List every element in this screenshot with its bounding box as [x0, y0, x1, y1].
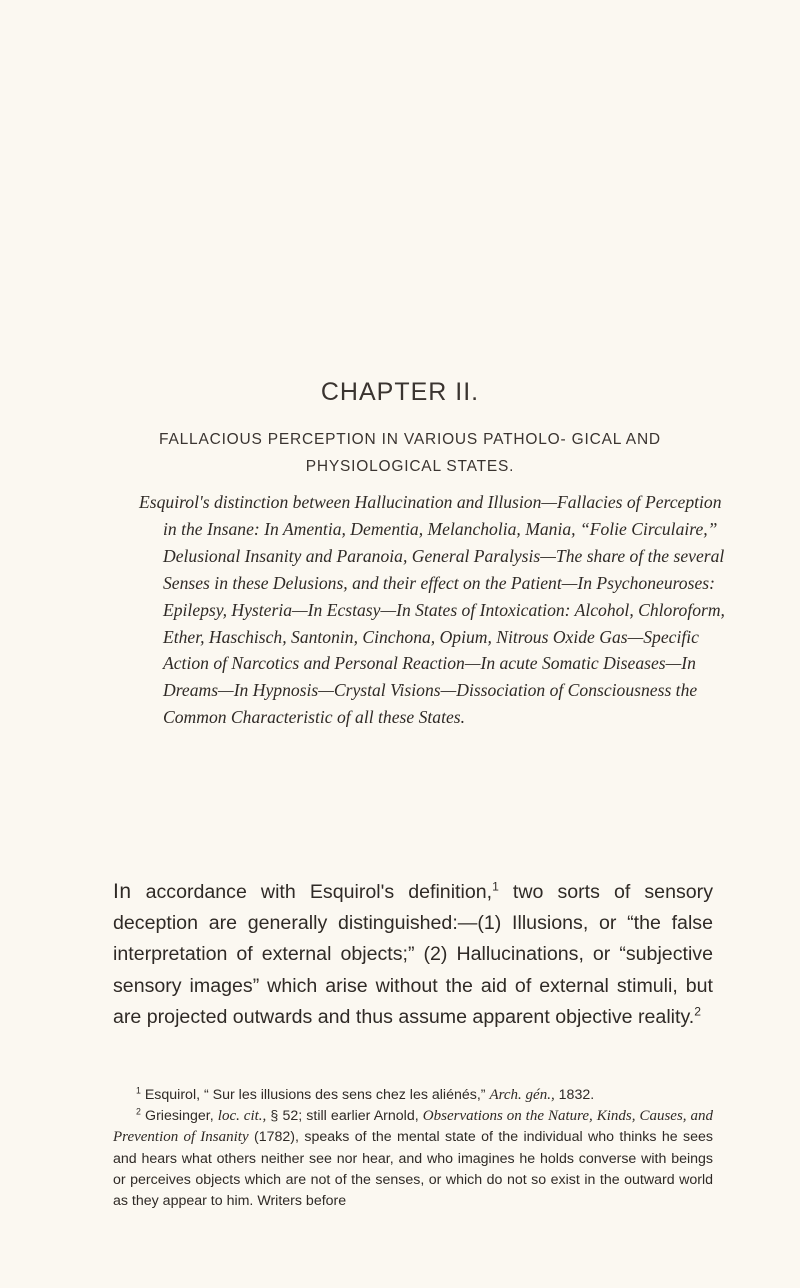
footnote-1-marker: 1 [136, 1085, 141, 1096]
body-paragraph [113, 876, 713, 1033]
footnote-2-author: Griesinger, [140, 1108, 218, 1125]
footnote-2-loc: loc. cit., [217, 1108, 267, 1125]
footnote-2 [113, 1106, 713, 1212]
footnote-1-source: Arch. gén., [489, 1087, 555, 1103]
paragraph-text-2: two sorts of sensory deception are generally distinguished:—(1) Illusions, or “the false interpretation of external objects;” (2) Hallucinations, or “subjective sensory images” which arise without the aid of external stimuli, but are projected outwards and thus assume apparent objective reality. [113, 881, 713, 1028]
footnote-1-text: Esquirol, “ Sur les illusions des sens chez les aliénés,” [140, 1087, 490, 1103]
footnote-1-year: 1832. [554, 1087, 595, 1103]
footnotes [113, 1085, 713, 1212]
footnote-ref-2: 2 [694, 1004, 702, 1019]
chapter-heading: CHAPTER II. [320, 378, 480, 406]
footnote-1 [113, 1085, 713, 1106]
footnote-2-text-1: § 52; still earlier Arnold, [266, 1108, 423, 1125]
chapter-title: FALLACIOUS PERCEPTION IN VARIOUS PATHOLO- GICAL AND PHYSIOLOGICAL STATES. [159, 431, 661, 475]
paragraph-lead: In [113, 880, 132, 903]
footnote-2-text-2: (1782), speaks of the mental state of the individual who thinks he sees and hears what others neither see nor hear, and who imagines he holds converse with beings or perceives objects which are not of the senses, or which do not so exist in the outward world as they appear to him. Writers before [113, 1129, 713, 1210]
footnote-ref-1: 1 [492, 879, 499, 894]
chapter-summary: Esquirol's distinction between Hallucination and Illusion—Fallacies of Perception in the Insane: In Amentia, Dementia, Melancholia, Mania, “Folie Circulaire,” Delusional Insanity and Paranoia, General Paralysis—The share of the several Senses in these Delusions, and their effect on the Patient—In Psychoneuroses: Epilepsy, Hysteria—In Ecstasy—In States of Intoxication: Alcohol, Chloroform, Ether, Haschisch, Santonin, Cinchona, Opium, Nitrous Oxide Gas—Specific Action of Narcotics and Personal Reaction—In acute Somatic Diseases—In Dreams—In Hypnosis—Crystal Visions—Dissociation of Consciousness the Common Characteristic of all these States. [139, 492, 725, 728]
paragraph-text-1: accordance with Esquirol's definition, [131, 881, 493, 903]
footnote-2-marker: 2 [136, 1106, 141, 1117]
footnote-2-title: Observations on the Nature, Kinds, Causes, and Prevention of Insanity [113, 1108, 713, 1146]
